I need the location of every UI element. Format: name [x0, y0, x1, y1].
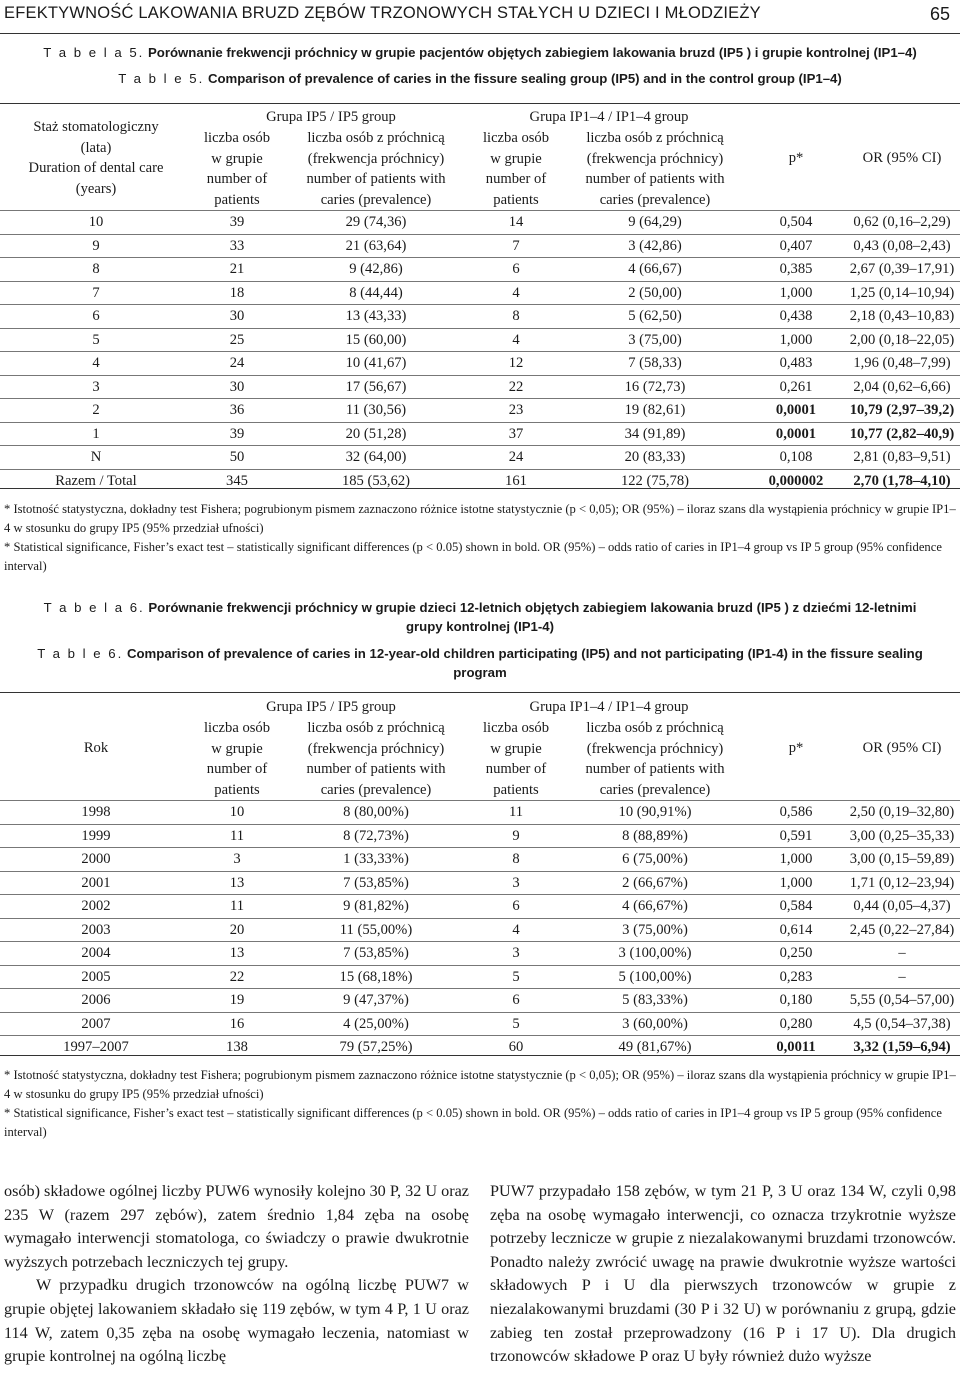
table5-bottom-rule: [0, 488, 960, 489]
table-cell: 6: [512, 992, 520, 1008]
body-paragraph: PUW7 przypadało 158 zębów, w tym 21 P, 3 U oraz 134 W, czyli 0,98 zęba na osobę wymagało interwencji, co oznacza trzykrotnie wyższe potrzeby lecznicze w grupie z niezalakowanymi bruzdami trzonowców. Ponadto należy zwrócić uwagę na prawie dwukrotnie wyższe wartości składowych P i U dla pierwszych trzonowców w grupie z niezalakowanymi bruzdami (30 P i 32 U) w porównaniu z grupą, gdzie zabieg ten został przeprowadzony (16 P i 17 U). Dla drugich trzonowców składowe P oraz U były również dużo wyższe: [490, 1182, 956, 1366]
table-cell: 2002: [81, 898, 111, 914]
table-cell: 1,000: [779, 874, 813, 891]
table-cell: 3: [92, 378, 100, 395]
table-cell: 4 (25,00%): [343, 1015, 409, 1032]
table6-title-en-2: program: [453, 665, 507, 680]
table-cell: 0,283: [779, 968, 813, 985]
table-cell: 39: [229, 214, 245, 230]
table-cell: 0,108: [779, 449, 813, 465]
table-cell: 2003: [81, 921, 111, 938]
table-cell: 2,04 (0,62–6,66): [853, 378, 951, 395]
table-cell: 2,81 (0,83–9,51): [853, 449, 951, 465]
table-cell: 1,96 (0,48–7,99): [853, 355, 951, 371]
table-cell: 9: [512, 827, 520, 844]
table-cell: 3,00 (0,25–35,33): [849, 827, 955, 844]
table-cell: 20 (83,33): [624, 449, 686, 465]
table-row: [0, 258, 960, 282]
table-cell: 1998: [81, 804, 111, 820]
table6-caption-pl: [0, 598, 960, 636]
table-cell: 14: [508, 214, 524, 230]
table-row: [0, 801, 960, 825]
table-cell: 7 (53,85%): [343, 874, 409, 891]
table-cell: 9 (64,29): [628, 214, 682, 230]
table-cell: 3 (75,00%): [622, 921, 688, 938]
table5-caption-en: [0, 69, 960, 88]
table-cell: 6 (75,00%): [622, 851, 688, 867]
table5-head-ip14: Grupa IP1–4 / IP1–4 group: [529, 108, 689, 125]
table-cell: 2,50 (0,19–32,80): [849, 804, 955, 820]
table6-head-c1: liczba osób z próchnicą (frekwencja próchnicy) number of patients with caries (prevalence): [306, 720, 446, 798]
table-cell: 9 (47,37%): [343, 992, 409, 1008]
table-cell: 9 (81,82%): [343, 898, 409, 914]
table-cell: 10 (90,91%): [618, 804, 692, 820]
table-cell: 1 (33,33%): [343, 851, 409, 867]
table-cell: 16 (72,73): [624, 378, 686, 395]
table6-label-en: T a b l e 6.: [37, 646, 124, 661]
table5-head-c1: liczba osób z próchnicą (frekwencja próchnicy) number of patients with caries (prevalence): [306, 130, 446, 208]
table-row: [0, 965, 960, 989]
table6-bottom-rule: [0, 1055, 960, 1056]
table5-head-p: p*: [788, 149, 804, 166]
running-title: EFEKTYWNOŚĆ LAKOWANIA BRUZD ZĘBÓW TRZONOWYCH STAŁYCH U DZIECI I MŁODZIEŻY: [4, 4, 761, 22]
table-row: [0, 328, 960, 352]
table-cell: 6: [512, 898, 520, 914]
table-cell: 7 (58,33): [628, 355, 682, 371]
table5-head-ip5: Grupa IP5 / IP5 group: [266, 108, 396, 125]
table-row: [0, 305, 960, 329]
table-cell: 10 (41,67): [345, 355, 407, 371]
table-cell: –: [898, 945, 906, 961]
table-cell: 4,5 (0,54–37,38): [853, 1015, 951, 1032]
table-cell: 2 (66,67%): [622, 874, 688, 891]
table-cell: 22: [229, 968, 245, 985]
table5-label-pl: T a b e l a 5.: [43, 45, 145, 60]
table-cell: 1,000: [779, 851, 813, 867]
table-cell: 13: [229, 874, 245, 891]
table-cell: 8 (88,89%): [622, 827, 688, 844]
table-cell: 37: [508, 425, 524, 442]
table-cell: 0,504: [779, 214, 813, 230]
table-cell: 1: [92, 425, 100, 442]
table-cell: 0,261: [779, 378, 813, 395]
table-cell: 11 (55,00%): [339, 921, 413, 938]
table-cell: 0,407: [779, 237, 813, 254]
table-cell: 50: [229, 449, 245, 465]
table-cell: 1,25 (0,14–10,94): [849, 284, 955, 301]
table-cell: 0,43 (0,08–2,43): [853, 237, 951, 254]
table-cell: 49 (81,67%): [618, 1039, 692, 1055]
table-row: [0, 989, 960, 1013]
table-row: [0, 848, 960, 872]
body-paragraph: osób) składowe ogólnej liczby PUW6 wynosiły kolejno 30 P, 32 U oraz 235 W (razem 297 zębów), zatem średnio 1,84 zęba na osobę wymagało interwencji stomatologa, co świadczy o prawie dwukrotnie wyższych potrzebach leczniczych tej grupy.: [4, 1182, 469, 1271]
table-row: [0, 422, 960, 446]
table-cell: 0,250: [779, 945, 813, 961]
table-cell: 4: [92, 355, 100, 371]
table-cell: 3,00 (0,15–59,89): [849, 851, 955, 867]
table-cell: 3: [512, 874, 520, 891]
table-cell: 13 (43,33): [345, 308, 407, 324]
table-cell: 39: [229, 425, 245, 442]
table-cell: 3 (42,86): [628, 237, 682, 254]
table-row: [0, 446, 960, 470]
table-cell: 18: [229, 284, 245, 301]
table-row: [0, 281, 960, 305]
table-cell: 8 (80,00%): [343, 804, 409, 820]
table6-top-rule: [0, 692, 960, 693]
table5: [0, 106, 960, 492]
table-cell: 3: [233, 851, 241, 867]
table-row: [0, 942, 960, 966]
table-cell: 8: [512, 308, 520, 324]
table-row: [0, 211, 960, 235]
table-cell: 17 (56,67): [345, 378, 407, 395]
table-cell: 10: [88, 214, 104, 230]
table-cell: 19: [229, 992, 245, 1008]
table-cell: 0,584: [779, 898, 813, 914]
table-cell: 6: [512, 261, 520, 277]
table-cell: 0,0011: [776, 1039, 816, 1055]
table-cell: 7: [512, 237, 520, 254]
table6-head-c2: liczba osób z próchnicą (frekwencja próchnicy) number of patients with caries (prevalence): [585, 720, 725, 798]
table6-head-or: OR (95% CI): [862, 739, 942, 756]
table-cell: 15 (68,18%): [339, 968, 413, 985]
table-cell: 2,18 (0,43–10,83): [849, 308, 955, 324]
table-cell: 30: [229, 308, 245, 324]
body-paragraph: W przypadku drugich trzonowców na ogólną liczbę PUW7 w grupie objętej lakowaniem składało się 119 zębów, w tym 4 P, 1 U oraz 114 W, zatem 0,35 zęba na osobę wymagało leczenia, natomiast w grupie kontrolnej na ogólną liczbę: [4, 1276, 469, 1366]
table-cell: 9: [92, 237, 100, 254]
table-cell: 79 (57,25%): [339, 1039, 413, 1055]
table6-caption-en: [0, 644, 960, 682]
table-cell: 5 (83,33%): [622, 992, 688, 1008]
table-cell: 0,62 (0,16–2,29): [853, 214, 951, 230]
table5-top-rule: [0, 103, 960, 104]
table6-head-n1: liczba osób w grupie number of patients: [203, 720, 271, 798]
table-cell: 22: [508, 378, 524, 395]
table-cell: 5 (62,50): [628, 308, 682, 324]
table-cell: 5: [512, 1015, 520, 1032]
table-row: [0, 871, 960, 895]
table5-title-pl: Porównanie frekwencji próchnicy w grupie pacjentów objętych zabiegiem lakowania bruzd (IP5 ) i grupie kontrolnej (IP1–4): [148, 45, 917, 60]
table6-head-year: Rok: [83, 739, 109, 756]
table-cell: 8: [512, 851, 520, 867]
table-cell: 11: [229, 898, 245, 914]
table-cell: 13: [229, 945, 245, 961]
table-cell: N: [90, 449, 102, 465]
table-cell: 7: [92, 284, 100, 301]
table-cell: 15 (60,00): [345, 331, 407, 348]
table-cell: 5,55 (0,54–57,00): [849, 992, 955, 1008]
table-cell: 29 (74,36): [345, 214, 407, 230]
body-column-left: [4, 1180, 469, 1369]
table-cell: 11 (30,56): [345, 402, 407, 418]
table6-head-p: p*: [788, 739, 804, 756]
table-cell: 30: [229, 378, 245, 395]
table-cell: 2: [92, 402, 100, 418]
table-cell: 32 (64,00): [345, 449, 407, 465]
table6-title-pl: Porównanie frekwencji próchnicy w grupie dzieci 12-letnich objętych zabiegiem lakowania bruzd (IP5 ) z dziećmi 12-letnimi: [148, 600, 917, 615]
table5-head-or: OR (95% CI): [862, 149, 942, 166]
table5-head-c2: liczba osób z próchnicą (frekwencja próchnicy) number of patients with caries (prevalence): [585, 130, 725, 208]
table-cell: 20 (51,28): [345, 425, 407, 442]
table-cell: 0,0001: [775, 402, 817, 418]
table6-head-n2: liczba osób w grupie number of patients: [482, 720, 550, 798]
table-cell: 1,000: [779, 331, 813, 348]
table5-head-n2: liczba osób w grupie number of patients: [482, 130, 550, 208]
table5-title-en: Comparison of prevalence of caries in the fissure sealing group (IP5) and in the control group (IP1–4): [207, 71, 842, 86]
table-cell: 2004: [81, 945, 111, 961]
table6-note-en: * Statistical significance, Fisher’s exact test – statistically significant differences (p < 0.05) shown in bold. OR (95%) – odds ratio of caries in IP1–4 group vs IP 5 group (95% confidence interval): [4, 1106, 942, 1139]
table-cell: 4 (66,67): [628, 261, 682, 277]
table-cell: 0,385: [779, 261, 813, 277]
table6: [0, 696, 960, 1059]
table-cell: 10,77 (2,82–40,9): [849, 425, 955, 442]
table6-title-pl-2: grupy kontrolnej (IP1-4): [405, 619, 554, 634]
table-cell: 20: [229, 921, 245, 938]
table-cell: 33: [229, 237, 245, 254]
table-cell: 0,44 (0,05–4,37): [853, 898, 951, 914]
table-cell: 3,32 (1,59–6,94): [853, 1039, 951, 1055]
table-cell: Razem / Total: [55, 472, 137, 489]
table-cell: 16: [229, 1015, 245, 1032]
table-cell: 0,483: [779, 355, 813, 371]
table-cell: 8: [92, 261, 100, 277]
table-cell: 1997–2007: [63, 1039, 129, 1055]
header-rule: [0, 33, 960, 34]
table-cell: 9 (42,86): [349, 261, 403, 277]
table-cell: 1999: [81, 827, 111, 844]
table-cell: 0,591: [779, 827, 813, 844]
table-cell: 2 (50,00): [628, 284, 682, 301]
table-row: [0, 399, 960, 423]
table6-label-pl: T a b e l a 6.: [43, 600, 145, 615]
table-row: [0, 1012, 960, 1036]
table-cell: 1,000: [779, 284, 813, 301]
table-cell: 0,0001: [775, 425, 817, 442]
table-cell: 36: [229, 402, 245, 418]
body-column-right: [490, 1180, 956, 1369]
table-row: [0, 352, 960, 376]
table5-note-en: * Statistical significance, Fisher’s exact test – statistically significant differences (p < 0.05) shown in bold. OR (95%) – odds ratio of caries in IP1–4 group vs IP 5 group (95% confidence interval): [4, 540, 942, 573]
table-cell: 3 (100,00%): [618, 945, 692, 961]
table-cell: 345: [226, 472, 248, 489]
running-header: [4, 4, 950, 28]
table-cell: 3: [512, 945, 520, 961]
table-cell: 185 (53,62): [341, 472, 411, 489]
table-cell: 12: [508, 355, 524, 371]
table-cell: 4: [512, 921, 520, 938]
table-cell: 60: [508, 1039, 524, 1055]
table-row: [0, 375, 960, 399]
table-cell: 8 (44,44): [349, 284, 403, 301]
table-cell: 0,180: [779, 992, 813, 1008]
table-cell: 138: [226, 1039, 248, 1055]
table-cell: 11: [229, 827, 245, 844]
table-cell: 8 (72,73%): [343, 827, 409, 844]
table6-head-ip14: Grupa IP1–4 / IP1–4 group: [529, 698, 689, 715]
table5-label-en: T a b l e 5.: [118, 71, 205, 86]
table-cell: 4: [512, 331, 520, 348]
table-cell: 2001: [81, 874, 111, 891]
table-cell: 5: [92, 331, 100, 348]
table-cell: 0,280: [779, 1015, 813, 1032]
table-cell: 3 (60,00%): [622, 1015, 688, 1032]
table-cell: 5: [512, 968, 520, 985]
table6-note-pl: * Istotność statystyczna, dokładny test Fishera; pogrubionym pismem zaznaczono różnice istotne statystycznie (p < 0,05); OR (95%) – iloraz szans dla wystąpienia próchnicy w grupie IP1–4 w stosunku do grupy IP5 (95% przedział ufności): [4, 1068, 956, 1101]
table-cell: 24: [508, 449, 524, 465]
table-cell: 4: [512, 284, 520, 301]
table-cell: 11: [508, 804, 524, 820]
table-cell: 2,45 (0,22–27,84): [849, 921, 955, 938]
table-cell: 2,67 (0,39–17,91): [849, 261, 955, 277]
table-cell: 2006: [81, 992, 111, 1008]
table-row: [0, 234, 960, 258]
table-cell: 24: [229, 355, 245, 371]
table-cell: 10: [229, 804, 245, 820]
table-cell: 19 (82,61): [624, 402, 686, 418]
table-cell: 1,71 (0,12–23,94): [849, 874, 955, 891]
table-cell: 0,000002: [768, 472, 824, 489]
table5-head-duration: Staż stomatologiczny (lata) Duration of dental care (years): [28, 119, 164, 197]
table-cell: 2,70 (1,78–4,10): [853, 472, 951, 489]
table-cell: 122 (75,78): [620, 472, 690, 489]
table6-head-ip5: Grupa IP5 / IP5 group: [266, 698, 396, 715]
table-cell: 10,79 (2,97–39,2): [849, 402, 955, 418]
table-cell: 2007: [81, 1015, 111, 1032]
table-cell: 21 (63,64): [345, 237, 407, 254]
table-cell: 161: [505, 472, 527, 489]
table-cell: 2005: [81, 968, 111, 985]
table-cell: –: [898, 968, 906, 985]
table-cell: 25: [229, 331, 245, 348]
table6-title-en: Comparison of prevalence of caries in 12-year-old children participating (IP5) and not participating (IP1-4) in the fissure sealing: [126, 646, 923, 661]
table-cell: 7 (53,85%): [343, 945, 409, 961]
page-number: 65: [929, 4, 950, 24]
table-cell: 0,438: [779, 308, 813, 324]
table5-head-n1: liczba osób w grupie number of patients: [203, 130, 271, 208]
table-cell: 3 (75,00): [628, 331, 682, 348]
table-cell: 0,586: [779, 804, 813, 820]
table-cell: 23: [508, 402, 524, 418]
table-cell: 21: [229, 261, 245, 277]
table-cell: 2,00 (0,18–22,05): [849, 331, 955, 348]
table-row: [0, 918, 960, 942]
table5-caption-pl: [0, 43, 960, 62]
table-row: [0, 895, 960, 919]
table-cell: 5 (100,00%): [618, 968, 692, 985]
table-cell: 6: [92, 308, 100, 324]
table-cell: 0,614: [779, 921, 813, 938]
table-cell: 34 (91,89): [624, 425, 686, 442]
table-cell: 2000: [81, 851, 111, 867]
table-row: [0, 824, 960, 848]
table5-note-pl: * Istotność statystyczna, dokładny test Fishera; pogrubionym pismem zaznaczono różnice istotne statystycznie (p < 0,05); OR (95%) – iloraz szans dla wystąpienia próchnicy w grupie IP1–4 w stosunku do grupy IP5 (95% przedział ufności): [4, 502, 956, 535]
table-cell: 4 (66,67%): [622, 898, 688, 914]
